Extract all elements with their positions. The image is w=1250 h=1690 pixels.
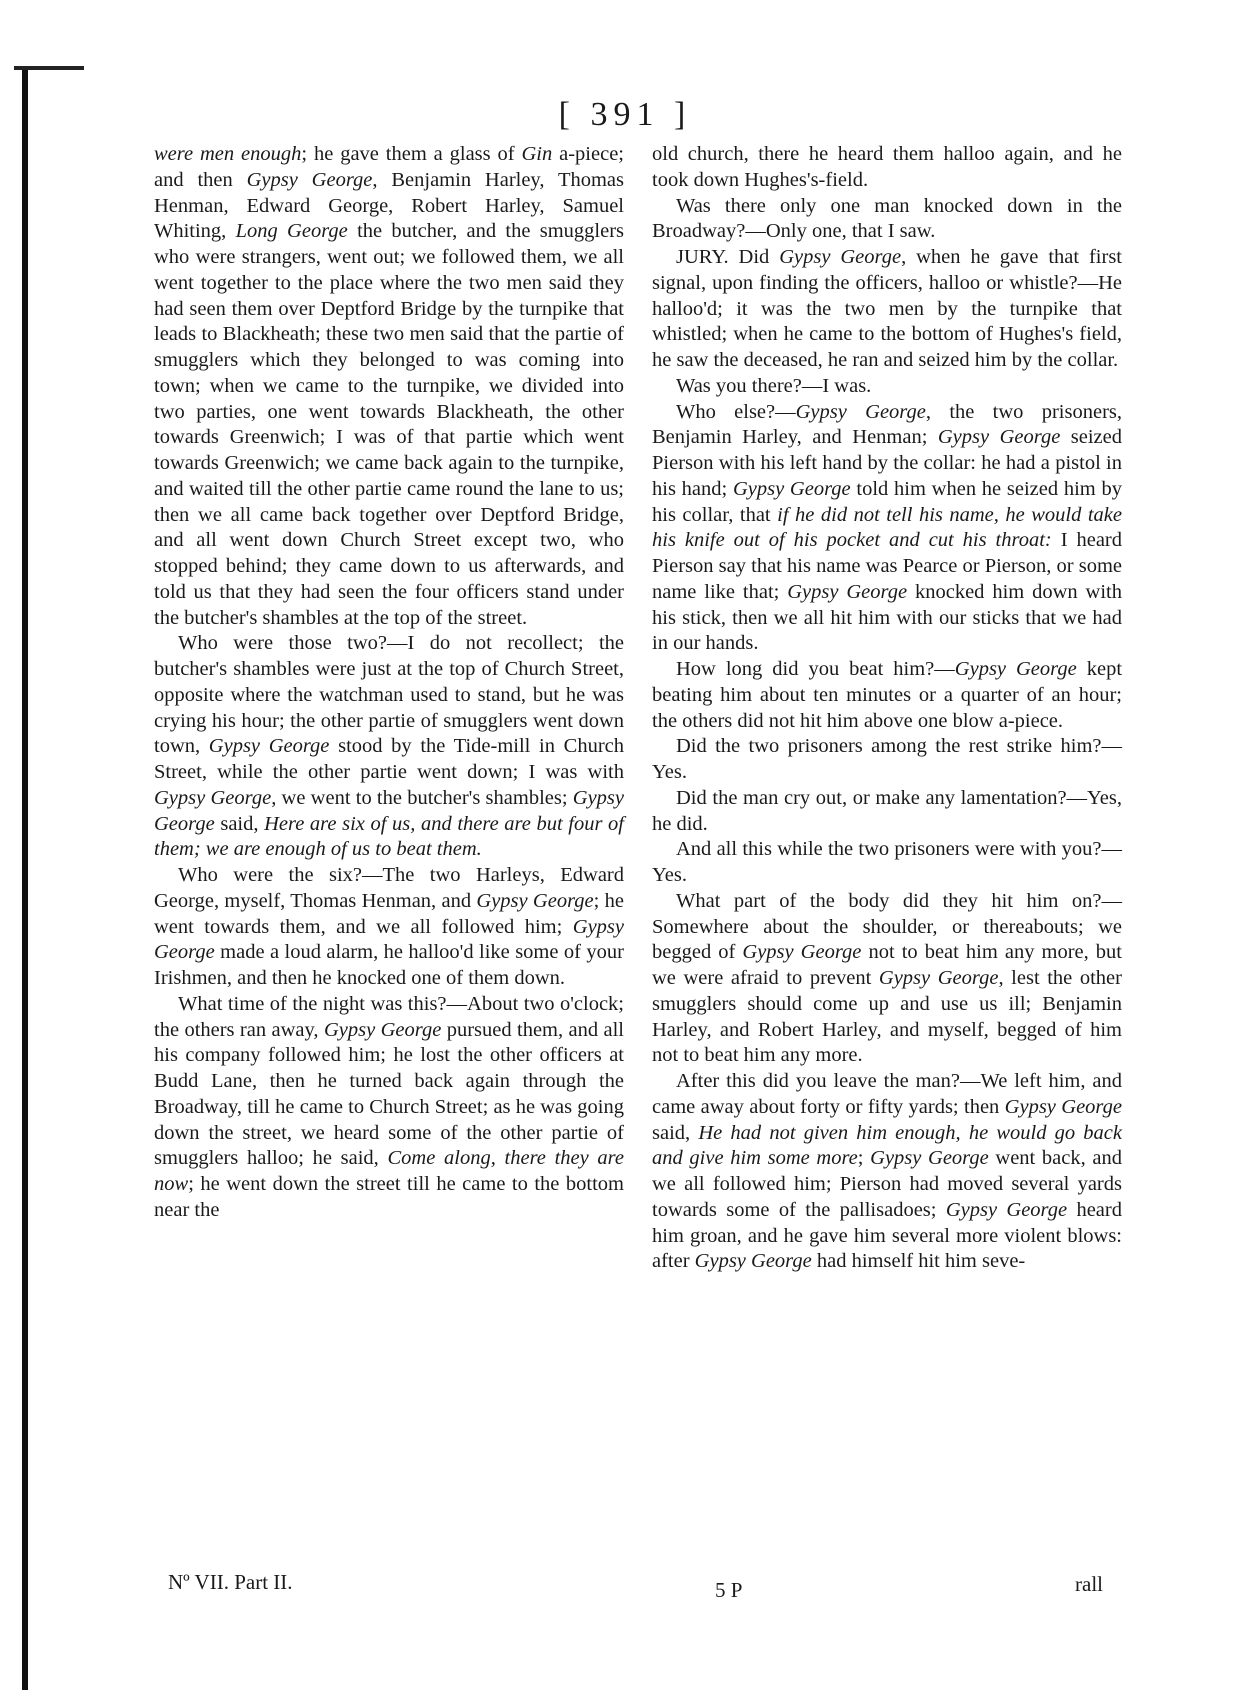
text-run: old church, there he heard them halloo again, and he took down Hughes's-field. — [652, 143, 1122, 191]
text-run: Did the man cry out, or make any lamentation?—Yes, he did. — [652, 786, 1122, 835]
paragraph — [652, 245, 1122, 374]
text-run: I heard Pierson say that his name was Pearce or Pierson, or some name like that; — [652, 529, 1122, 603]
text-run: , when he gave that first signal, upon finding the officers, halloo or whistle?—He halloo'd; it was the two men by the turnpike that whistled; when he came to the bottom of Hughes's field, he saw the deceased, he ran and seized him by the collar. — [652, 246, 1122, 371]
paragraph — [652, 142, 1122, 194]
paragraph — [652, 1069, 1122, 1275]
text-run: ; — [857, 1147, 871, 1170]
text-run: , the two prisoners, Benjamin Harley, and Henman; — [652, 400, 1122, 449]
text-run: a-piece; and then — [154, 143, 624, 191]
italic-run: Gypsy George — [954, 658, 1077, 680]
text-run: What part of the body did they hit him on?—Somewhere about the shoulder, or thereabouts; we begged of — [652, 889, 1122, 964]
paragraph — [652, 734, 1122, 786]
text-run: told him when he seized him by his collar, that — [652, 477, 1122, 526]
page-number: [ 391 ] — [558, 96, 692, 133]
italic-run: Gypsy George — [732, 477, 851, 500]
text-run: kept beating him about ten minutes or a quarter of an hour; the others did not hit him above one blow a-piece. — [652, 658, 1123, 732]
text-run: Was there only one man knocked down in the Broadway?—Only one, that I saw. — [652, 194, 1122, 243]
text-run: the butcher, and the smugglers who were strangers, went out; we followed them, we all went together to the place where the two men said they had seen them over Deptford Bridge by the turnpike that leads to Blackheath; these two men said that the partie of smugglers which they belonged to was coming into town; when we came to the turnpike, we divided into two parties, one went towards Blackheath, the other towards Greenwich; I was of that partie which went towards Greenwich; we came back again to the turnpike, and waited till the other partie came round the lane to us; then we all came back together over Deptford Bridge, and all went down Church Street except two, who stopped behind; they came down to us afterwards, and told us that they had seen the four officers stand under the butcher's shambles at the top of the street. — [154, 220, 624, 629]
italic-run: Gypsy George — [787, 580, 908, 603]
italic-run: He had not given him enough, he would go back and give him some more — [652, 1121, 1122, 1170]
text-run: Who were those two?—I do not recollect; the butcher's shambles were just at the top of Church Street, opposite where the watchman used to stand, but he was crying his hour; the other partie of smugglers went down town, — [154, 632, 624, 758]
paragraph — [154, 863, 624, 992]
text-run: said, — [214, 812, 265, 835]
text-run: JURY. Did — [676, 246, 780, 268]
italic-run: Gypsy George — [154, 915, 624, 964]
margin-rule — [22, 70, 28, 1690]
italic-run: Gypsy George — [1004, 1095, 1122, 1118]
italic-run: Gypsy George — [154, 786, 625, 835]
text-run: said, — [652, 1121, 699, 1144]
paragraph — [652, 400, 1122, 658]
italic-run: Gypsy George — [878, 967, 999, 989]
text-run: Who else?— — [676, 400, 796, 423]
text-run: , Benjamin Harley, Thomas Henman, Edward George, Robert Harley, Samuel Whiting, — [154, 168, 624, 243]
paragraph — [652, 194, 1122, 246]
paragraph — [652, 657, 1122, 734]
italic-run: Gypsy George — [694, 1250, 812, 1273]
italic-run: Gin — [521, 143, 553, 165]
text-run: And all this while the two prisoners were with you?—Yes. — [652, 838, 1122, 886]
signature-mark: 5 P — [715, 1578, 743, 1602]
italic-run: Gypsy George — [208, 735, 330, 758]
paragraph — [652, 837, 1122, 889]
paragraph — [154, 992, 624, 1224]
italic-run: Gypsy George — [870, 1147, 989, 1170]
text-run: heard him groan, and he gave him several more violent blows: after — [652, 1198, 1122, 1273]
text-run: stood by the Tide-mill in Church Street, while the other partie went down; I was with — [154, 735, 625, 783]
text-run: knocked him down with his stick, then we all hit him with our sticks that we had in our hands. — [652, 580, 1122, 655]
text-run: After this did you leave the man?—We left him, and came away about forty or fifty yards; then — [652, 1070, 1122, 1118]
italic-run: Gypsy George — [795, 400, 926, 423]
text-run: had himself hit him seve- — [811, 1250, 1026, 1273]
italic-run: Long George — [235, 220, 348, 243]
right-column — [652, 142, 1122, 1275]
italic-run: Gypsy George — [945, 1198, 1068, 1221]
text-run: ; he gave them a glass of — [301, 143, 522, 165]
paragraph — [652, 786, 1122, 838]
left-column — [154, 142, 624, 1224]
italic-run: Gypsy George — [154, 786, 272, 809]
signature-line: Nº VII. Part II. — [168, 1570, 293, 1594]
catchword: rall — [1075, 1572, 1103, 1596]
text-run: pursued them, and all his company followed him; he lost the other officers at Budd Lane, then he turned back again through the Broadway, till he came to Church Street; as he was going down the street, we heard some of the other partie of smugglers halloo; he said, — [154, 1018, 625, 1170]
text-run: What time of the night was this?—About two o'clock; the others ran away, — [154, 992, 624, 1041]
italic-run: Here are six of us, and there are but four of them; we are enough of us to beat them. — [154, 812, 624, 861]
italic-run: Come along, there they are now — [154, 1147, 624, 1195]
text-run: made a loud alarm, he halloo'd like some of your Irishmen, and then he knocked one of them down. — [154, 941, 624, 989]
italic-run: Gypsy George — [937, 426, 1061, 449]
italic-run: Gypsy George — [742, 941, 862, 964]
text-run: , we went to the butcher's shambles; — [271, 786, 573, 809]
italic-run: if he did not tell his name, he would take his knife out of his pocket and cut his throat: — [652, 503, 1122, 552]
italic-run: Gypsy George — [476, 889, 594, 912]
text-run: seized Pierson with his left hand by the collar: he had a pistol in his hand; — [652, 426, 1122, 500]
text-run: , lest the other smugglers should come up and use us ill; Benjamin Harley, and Robert Harley, and myself, begged of him not to beat him any more. — [652, 967, 1122, 1067]
italic-run: Gypsy George — [779, 246, 902, 268]
paragraph — [154, 631, 624, 863]
text-run: ; he went down the street till he came to the bottom near the — [154, 1173, 624, 1221]
text-run: Did the two prisoners among the rest strike him?—Yes. — [652, 735, 1122, 783]
paragraph — [652, 889, 1122, 1069]
italic-run: were men enough — [154, 143, 302, 165]
text-run: not to beat him any more, but we were afraid to prevent — [652, 941, 1123, 989]
paragraph — [154, 142, 624, 631]
paragraph — [652, 374, 1122, 400]
text-run: Was you there?—I was. — [676, 374, 872, 397]
italic-run: Gypsy George — [323, 1018, 442, 1041]
italic-run: Gypsy George — [246, 168, 373, 191]
text-run: ; he went towards them, and we all followed him; — [154, 889, 625, 938]
text-run: went back, and we all followed him; Pierson had moved several yards towards some of the pallisadoes; — [652, 1147, 1122, 1221]
text-run: How long did you beat him?— — [676, 658, 955, 680]
text-run: Who were the six?—The two Harleys, Edward George, myself, Thomas Henman, and — [154, 864, 624, 912]
